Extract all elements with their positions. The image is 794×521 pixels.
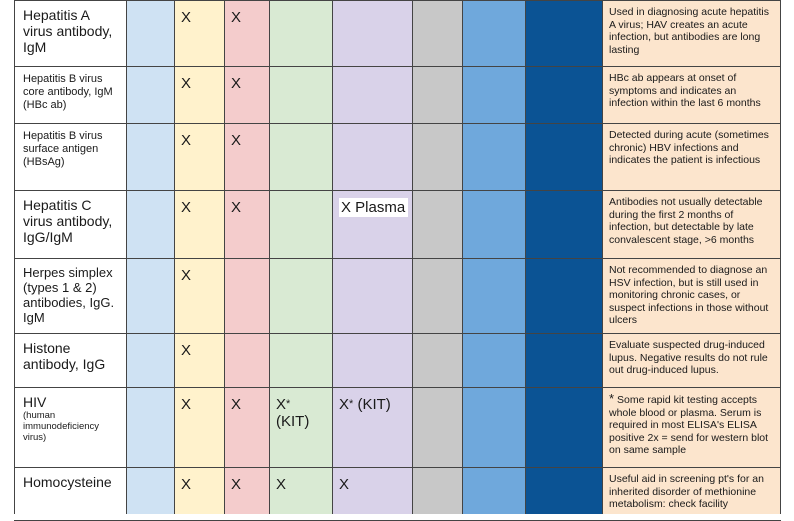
col-1-cell bbox=[127, 1, 175, 67]
col-5-cell bbox=[333, 124, 413, 191]
test-name-cell bbox=[15, 468, 127, 521]
col-3-cell bbox=[225, 468, 270, 521]
col-2-cell bbox=[175, 1, 225, 67]
asterisk: * bbox=[286, 398, 291, 410]
col-3-cell bbox=[225, 67, 270, 124]
col-2-cell bbox=[175, 124, 225, 191]
col-4-cell bbox=[270, 334, 333, 388]
note-text: Detected during acute (sometimes chronic) HBV infections and indicates the patient is infectious bbox=[609, 129, 769, 166]
test-name-cell bbox=[15, 259, 127, 334]
col-7-cell bbox=[463, 334, 526, 388]
test-name-cell bbox=[15, 334, 127, 388]
kit-label: (KIT) bbox=[357, 396, 391, 413]
col-3-cell bbox=[225, 334, 270, 388]
col-8-cell bbox=[526, 124, 603, 191]
test-name: Histone antibody, IgG bbox=[23, 340, 106, 372]
note-cell bbox=[603, 124, 781, 191]
check-mark: X bbox=[231, 396, 242, 413]
check-mark: X bbox=[181, 132, 192, 149]
test-name: Hepatitis A virus antibody, IgM bbox=[23, 7, 113, 55]
col-8-cell bbox=[526, 191, 603, 259]
note-text: Useful aid in screening pt's for an inherited disorder of methionine metabolism: check facility bbox=[609, 473, 764, 510]
col-8-cell bbox=[526, 388, 603, 468]
check-mark: X bbox=[181, 342, 192, 359]
col-4-cell bbox=[270, 191, 333, 259]
col-4-cell bbox=[270, 67, 333, 124]
col-8-cell bbox=[526, 468, 603, 521]
note-cell bbox=[603, 1, 781, 67]
table-row bbox=[15, 388, 781, 468]
test-name: Hepatitis C virus antibody, IgG/IgM bbox=[23, 197, 113, 245]
col-1-cell bbox=[127, 124, 175, 191]
bottom-margin bbox=[0, 514, 794, 520]
lab-test-table bbox=[14, 0, 781, 521]
note-cell bbox=[603, 468, 781, 521]
check-mark: X bbox=[231, 199, 242, 216]
note-text: Evaluate suspected drug-induced lupus. Negative results do not rule out drug-induced lupus. bbox=[609, 339, 768, 376]
check-mark: X bbox=[181, 75, 192, 92]
test-subname: (human immunodeficiency virus) bbox=[23, 410, 100, 443]
col-4-cell bbox=[270, 388, 333, 468]
note-cell bbox=[603, 191, 781, 259]
asterisk: * bbox=[609, 391, 615, 406]
note-text: Not recommended to diagnose an HSV infection, but is still used in monitoring chronic cases, or suspect infections in those without ulcers bbox=[609, 264, 769, 326]
col-5-cell bbox=[333, 388, 413, 468]
col-1-cell bbox=[127, 67, 175, 124]
col-1-cell bbox=[127, 191, 175, 259]
kit-mark-x: X bbox=[276, 396, 287, 413]
col-7-cell bbox=[463, 67, 526, 124]
table-row bbox=[15, 259, 781, 334]
check-mark: X bbox=[181, 267, 192, 284]
note-cell bbox=[603, 67, 781, 124]
col-6-cell bbox=[413, 124, 463, 191]
col-6-cell bbox=[413, 259, 463, 334]
col-3-cell bbox=[225, 191, 270, 259]
table-row bbox=[15, 468, 781, 521]
col-7-cell bbox=[463, 124, 526, 191]
note-text: Used in diagnosing acute hepatitis A virus; HAV creates an acute infection, but antibodies are long lasting bbox=[609, 6, 769, 56]
col-7-cell bbox=[463, 388, 526, 468]
col-6-cell bbox=[413, 468, 463, 521]
col-2-cell bbox=[175, 334, 225, 388]
note-text: Antibodies not usually detectable during the first 2 months of infection, but detectable by late convalescent stage, >6 months bbox=[609, 196, 763, 246]
col-1-cell bbox=[127, 388, 175, 468]
table-row bbox=[15, 124, 781, 191]
kit-mark bbox=[333, 388, 412, 413]
kit-mark-x: X bbox=[339, 396, 350, 413]
test-name: Homocysteine bbox=[23, 474, 112, 490]
test-name-cell bbox=[15, 388, 127, 468]
col-8-cell bbox=[526, 67, 603, 124]
col-1-cell bbox=[127, 259, 175, 334]
col-7-cell bbox=[463, 468, 526, 521]
col-2-cell bbox=[175, 67, 225, 124]
table-row bbox=[15, 1, 781, 67]
note-cell bbox=[603, 388, 781, 468]
check-mark: X bbox=[181, 476, 192, 493]
check-mark: X bbox=[231, 75, 242, 92]
note-body: Some rapid kit testing accepts whole blood or plasma. Serum is required in most ELISA's ELISA positive 2x = send for western blot on same sample bbox=[609, 394, 769, 456]
col-7-cell bbox=[463, 191, 526, 259]
col-6-cell bbox=[413, 334, 463, 388]
col-1-cell bbox=[127, 468, 175, 521]
col-5-cell bbox=[333, 67, 413, 124]
col-8-cell bbox=[526, 1, 603, 67]
test-name: Hepatitis B virus core antibody, IgM (HBc ab) bbox=[23, 73, 113, 111]
check-mark: X bbox=[181, 9, 192, 26]
test-name: Hepatitis B virus surface antigen (HBsAg) bbox=[23, 130, 103, 168]
table-row bbox=[15, 334, 781, 388]
col-5-cell bbox=[333, 1, 413, 67]
col-2-cell bbox=[175, 191, 225, 259]
col-4-cell bbox=[270, 124, 333, 191]
test-name: HIV bbox=[23, 394, 47, 410]
test-name-cell bbox=[15, 67, 127, 124]
note-text: HBc ab appears at onset of symptoms and indicates an infection within the last 6 months bbox=[609, 72, 761, 109]
table-row bbox=[15, 191, 781, 259]
check-mark: X bbox=[231, 9, 242, 26]
col-3-cell bbox=[225, 259, 270, 334]
col-6-cell bbox=[413, 1, 463, 67]
col-6-cell bbox=[413, 388, 463, 468]
check-mark: X bbox=[181, 199, 192, 216]
col-2-cell bbox=[175, 259, 225, 334]
col-4-cell bbox=[270, 468, 333, 521]
col-8-cell bbox=[526, 334, 603, 388]
col-2-cell bbox=[175, 388, 225, 468]
test-name: Herpes simplex (types 1 & 2) antibodies, IgG. IgM bbox=[23, 265, 115, 325]
col-5-cell bbox=[333, 468, 413, 521]
col-5-cell bbox=[333, 334, 413, 388]
check-mark: X bbox=[276, 476, 287, 493]
plasma-mark bbox=[333, 191, 412, 216]
check-mark: X bbox=[231, 132, 242, 149]
kit-mark bbox=[270, 388, 332, 430]
plasma-mark-label: X Plasma bbox=[339, 198, 408, 217]
note-text bbox=[609, 393, 776, 457]
col-4-cell bbox=[270, 259, 333, 334]
col-8-cell bbox=[526, 259, 603, 334]
col-4-cell bbox=[270, 1, 333, 67]
col-5-cell bbox=[333, 191, 413, 259]
col-7-cell bbox=[463, 259, 526, 334]
col-2-cell bbox=[175, 468, 225, 521]
test-name-cell bbox=[15, 1, 127, 67]
check-mark: X bbox=[181, 396, 192, 413]
asterisk: * bbox=[349, 398, 354, 410]
test-name-cell bbox=[15, 124, 127, 191]
note-cell bbox=[603, 259, 781, 334]
kit-label: (KIT) bbox=[276, 413, 310, 430]
col-6-cell bbox=[413, 191, 463, 259]
check-mark: X bbox=[231, 476, 242, 493]
test-name-cell bbox=[15, 191, 127, 259]
col-7-cell bbox=[463, 1, 526, 67]
note-cell bbox=[603, 334, 781, 388]
col-3-cell bbox=[225, 1, 270, 67]
col-3-cell bbox=[225, 124, 270, 191]
table-row bbox=[15, 67, 781, 124]
check-mark: X bbox=[339, 476, 350, 493]
col-1-cell bbox=[127, 334, 175, 388]
col-6-cell bbox=[413, 67, 463, 124]
col-3-cell bbox=[225, 388, 270, 468]
col-5-cell bbox=[333, 259, 413, 334]
